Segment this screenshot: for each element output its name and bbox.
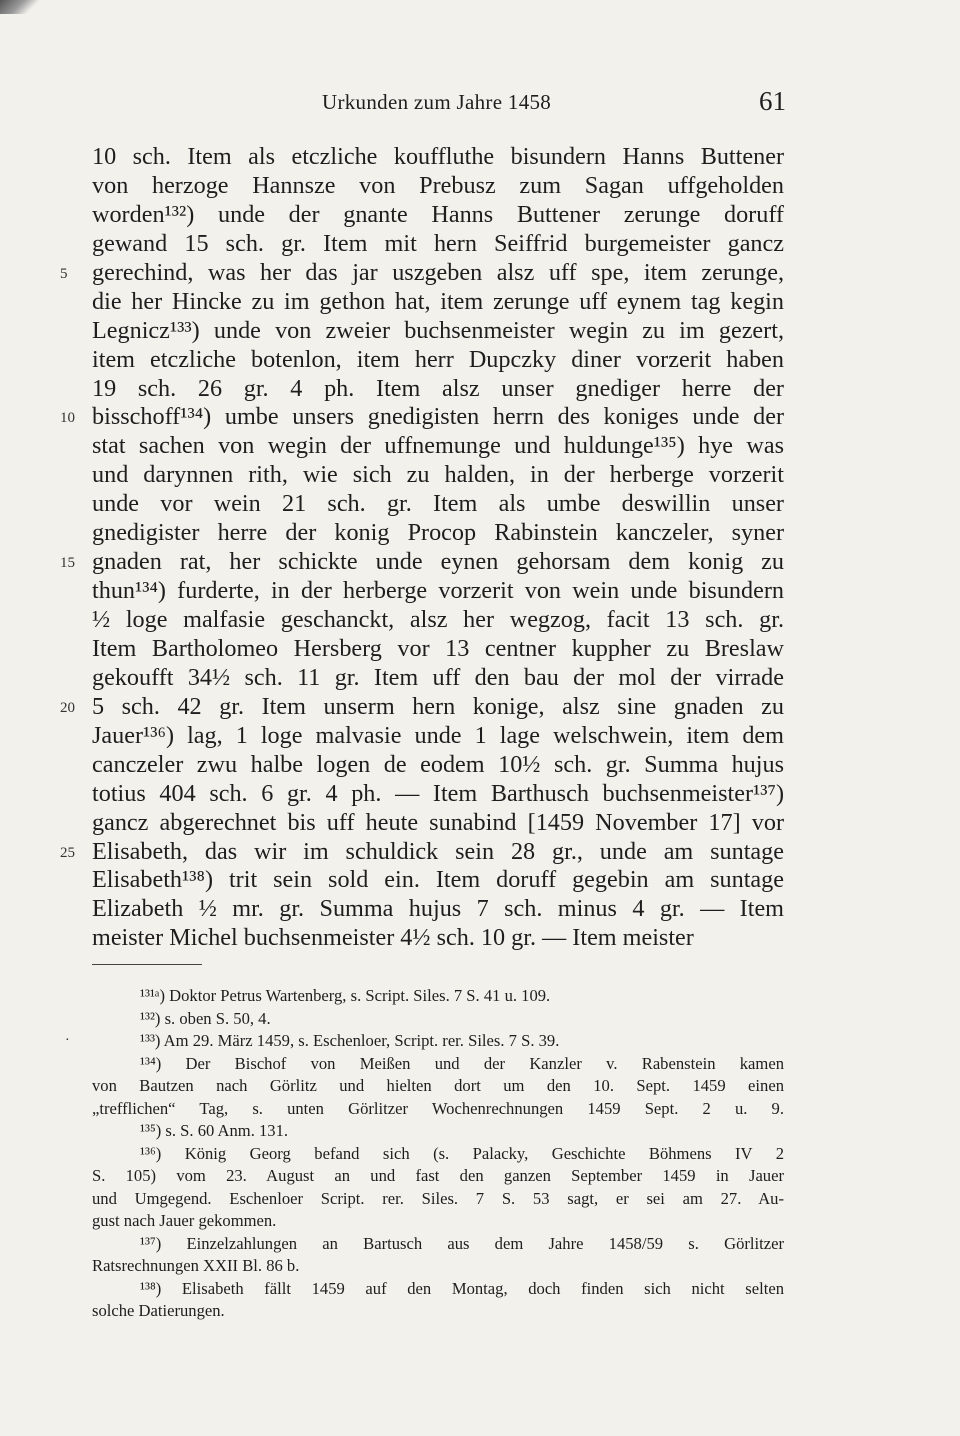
line-text: gewand 15 sch. gr. Item mit hern Seiffrid burgemeister gancz <box>92 229 784 257</box>
footnote-text: ¹³⁷) Einzelzahlungen an Bartusch aus dem Jahre 1458/59 s. Görlitzer <box>140 1233 784 1253</box>
text-line <box>92 924 784 953</box>
line-number: 5 <box>60 265 68 282</box>
footnote-text: gust nach Jauer gekommen. <box>92 1211 277 1230</box>
line-number: 25 <box>60 844 75 861</box>
footnote-line <box>92 1165 784 1188</box>
line-text: item etczliche botenlon, item herr Dupczky diner vorzerit haben <box>92 345 784 373</box>
footnote-text: ¹³⁶) König Georg befand sich (s. Palacky, Geschichte Böhmens IV 2 <box>140 1143 784 1163</box>
line-text: gekoufft 34½ sch. 11 gr. Item uff den bau der mol der virrade <box>92 663 784 691</box>
footnote-text: ¹³³) Am 29. März 1459, s. Eschenloer, Script. rer. Siles. 7 S. 39. <box>140 1031 560 1050</box>
footnote-line <box>65 1030 784 1053</box>
text-line <box>92 461 784 490</box>
text-line <box>92 288 784 317</box>
text-line <box>92 866 784 895</box>
footnote-line <box>92 1075 784 1098</box>
text-line <box>92 201 784 230</box>
line-text: canczeler zwu halbe logen de eodem 10½ sch. gr. Summa hujus <box>92 750 784 778</box>
footnote-line <box>92 1255 784 1278</box>
footnote-text: „trefflichen“ Tag, s. unten Görlitzer Wochenrechnungen 1459 Sept. 2 u. 9. <box>92 1098 784 1118</box>
line-text: Elisabeth¹³⁸) trit sein sold ein. Item doruff gegebin am suntage <box>92 866 784 894</box>
line-text: unde vor wein 21 sch. gr. Item als umbe deswillin unser <box>92 490 784 518</box>
line-text: totius 404 sch. 6 gr. 4 ph. — Item Barthusch buchsenmeister¹³⁷) <box>92 779 784 807</box>
footnote-text: ¹³⁸) Elisabeth fällt 1459 auf den Montag, doch finden sich nicht selten <box>140 1278 784 1298</box>
text-line <box>92 346 784 375</box>
text-line <box>92 895 784 924</box>
line-text: gnaden rat, her schickte unde eynen gehorsam dem konig zu <box>92 548 784 576</box>
text-line <box>92 317 784 346</box>
margin-mark: · <box>65 1033 70 1048</box>
line-text: Item Bartholomeo Hersberg vor 13 centner kuppher zu Breslaw <box>92 634 784 662</box>
text-line <box>92 230 784 259</box>
line-text: Legnicz¹³³) unde von zweier buchsenmeister wegin zu im gezert, <box>92 316 784 344</box>
text-line <box>92 722 784 751</box>
text-line <box>60 548 784 577</box>
line-text: ½ loge malfasie geschanckt, alsz her wegzog, facit 13 sch. gr. <box>92 606 784 633</box>
line-text: worden¹³²) unde der gnante Hanns Buttener zerunge doruff <box>92 200 784 228</box>
line-text: die her Hincke zu im gethon hat, item zerunge uff eynem tag kegin <box>92 287 784 315</box>
text-line <box>92 751 784 780</box>
line-text: Elisabeth, das wir im schuldick sein 28 gr., unde am suntage <box>92 837 784 865</box>
footnote-separator <box>92 964 202 965</box>
line-text: 5 sch. 42 gr. Item unserm hern konige, alsz sine gnaden zu <box>92 692 784 720</box>
footnotes <box>65 985 784 1323</box>
text-line <box>92 375 784 404</box>
footnote-line <box>92 1300 784 1323</box>
footnote-line <box>92 1233 784 1256</box>
line-text: gnedigister herre der konig Procop Rabinstein kanczeler, syner <box>92 519 784 547</box>
footnote-text: ¹³⁵) s. S. 60 Anm. 131. <box>140 1121 289 1140</box>
line-text: thun¹³⁴) furderte, in der herberge vorzerit von wein unde bisundern <box>92 577 784 605</box>
text-line <box>60 837 784 867</box>
line-number: 15 <box>60 555 75 572</box>
footnote-line <box>92 1143 784 1166</box>
running-header-title: Urkunden zum Jahre 1458 <box>322 90 552 114</box>
footnote-line <box>92 985 784 1008</box>
line-text: bisschoff¹³⁴) umbe unsers gnedigisten herrn des koniges unde der <box>92 403 784 431</box>
running-header <box>0 86 960 122</box>
footnote-line <box>92 1278 784 1301</box>
scan-edge-shadow <box>0 0 40 14</box>
page-number: 61 <box>759 86 786 116</box>
text-line <box>92 519 784 548</box>
text-line <box>60 403 784 432</box>
footnote-line <box>92 1188 784 1211</box>
text-line <box>92 780 784 809</box>
footnote-line <box>92 1098 784 1121</box>
text-line <box>92 606 784 635</box>
footnote-text: Ratsrechnungen XXII Bl. 86 b. <box>92 1256 300 1275</box>
text-line <box>92 172 784 201</box>
text-line <box>92 664 784 693</box>
footnote-text: ¹³¹ᵃ) Doktor Petrus Wartenberg, s. Script. Siles. 7 S. 41 u. 109. <box>140 986 551 1005</box>
footnote-text: von Bautzen nach Görlitz und hielten dort um den 10. Sept. 1459 einen <box>92 1076 784 1095</box>
footnote-line <box>92 1210 784 1233</box>
footnote-line <box>92 1008 784 1031</box>
line-text: 10 sch. Item als etczliche kouffluthe bisundern Hanns Buttener <box>92 143 784 170</box>
footnote-text: ¹³⁴) Der Bischof von Meißen und der Kanzler v. Rabenstein kamen <box>140 1053 784 1073</box>
line-text: stat sachen von wegin der uffnemunge und huldunge¹³⁵) hye was <box>92 432 784 460</box>
line-number: 20 <box>60 699 75 716</box>
line-text: Jauer¹³⁶) lag, 1 loge malvasie unde 1 lage welschwein, item dem <box>92 721 784 749</box>
text-line <box>92 577 784 606</box>
footnote-line <box>92 1120 784 1143</box>
footnote-text: ¹³²) s. oben S. 50, 4. <box>140 1008 271 1028</box>
text-line <box>60 258 784 288</box>
text-line <box>92 490 784 519</box>
line-text: gancz abgerechnet bis uff heute sunabind [1459 November 17] vor <box>92 808 784 836</box>
line-text: und darynnen rith, wie sich zu halden, in der herberge vorzerit <box>92 461 784 489</box>
footnote-text: und Umgegend. Eschenloer Script. rer. Siles. 7 S. 53 sagt, er sei am 27. Au- <box>92 1188 784 1208</box>
text-line <box>92 635 784 664</box>
document-body <box>60 143 784 953</box>
text-line <box>60 692 784 722</box>
text-line <box>92 432 784 461</box>
text-line <box>92 809 784 838</box>
footnote-line <box>92 1053 784 1076</box>
line-text: meister Michel buchsenmeister 4½ sch. 10 gr. — Item meister <box>92 924 694 952</box>
line-text: gerechind, was her das jar uszgeben alsz uff spe, item zerunge, <box>92 258 784 286</box>
footnote-text: S. 105) vom 23. August an und fast den ganzen September 1459 in Jauer <box>92 1166 784 1185</box>
footnote-text: solche Datierungen. <box>92 1301 225 1320</box>
line-text: Elizabeth ½ mr. gr. Summa hujus 7 sch. minus 4 gr. — Item <box>92 895 784 923</box>
line-number: 10 <box>60 410 75 427</box>
line-text: 19 sch. 26 gr. 4 ph. Item alsz unser gnediger herre der <box>92 374 784 402</box>
line-text: von herzoge Hannsze von Prebusz zum Sagan uffgeholden <box>92 171 784 199</box>
text-line <box>92 143 784 172</box>
